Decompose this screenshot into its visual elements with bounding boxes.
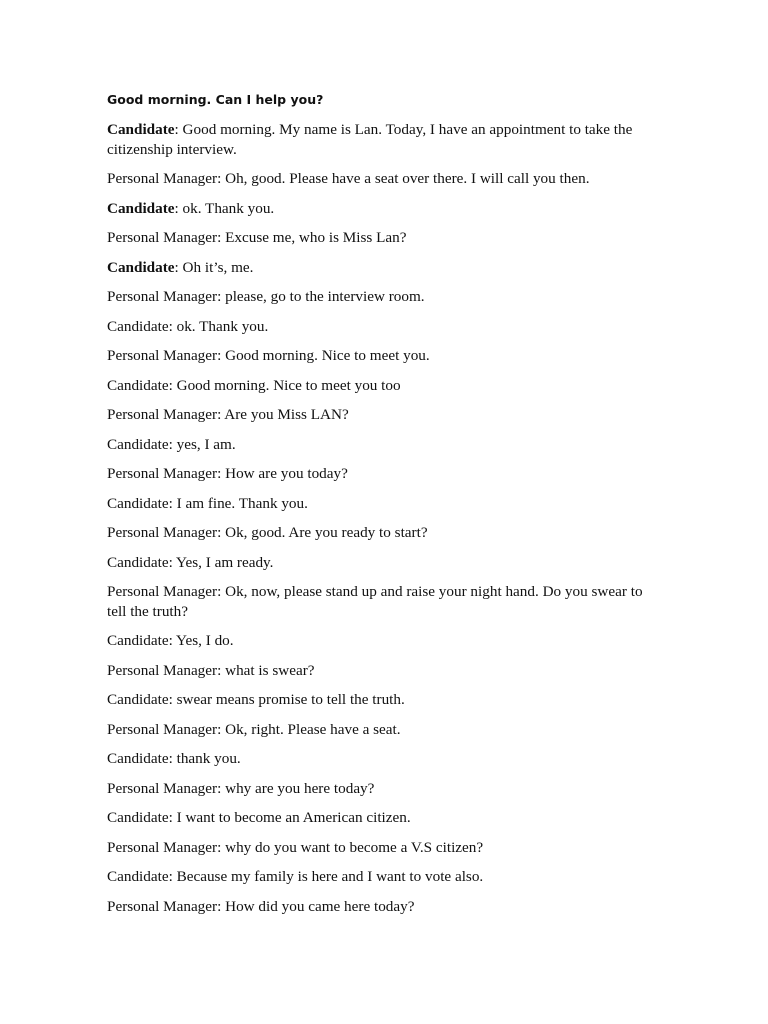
utterance-text: please, go to the interview room. (225, 288, 425, 305)
dialogue-line (107, 346, 652, 366)
speaker-separator: : (217, 838, 226, 856)
utterance-text: Ok, good. Are you ready to start? (225, 524, 428, 541)
utterance-text: Yes, I do. (176, 632, 234, 649)
speaker-separator: : (168, 868, 177, 885)
utterance-text: Ok, now, please stand up and raise your night hand. Do you swear to tell the truth? (107, 583, 643, 620)
utterance-text: yes, I am. (176, 435, 236, 453)
dialogue-line (107, 582, 652, 621)
dialogue-line (107, 435, 652, 455)
utterance-text: How are you today? (225, 465, 348, 482)
speaker-name: Personal Manager (107, 229, 218, 246)
dialogue-line (107, 661, 652, 681)
dialogue-line (107, 749, 652, 769)
dialogue-line (107, 779, 652, 799)
dialogue-line (107, 523, 652, 543)
dialogue-line (107, 228, 652, 248)
utterance-text: Good morning. Nice to meet you too (176, 376, 401, 394)
utterance-text: ok. Thank you. (182, 199, 275, 217)
speaker-name: Candidate (107, 691, 169, 708)
speaker-name: Candidate (107, 317, 169, 335)
dialogue-line (107, 199, 652, 219)
dialogue-line (107, 317, 652, 337)
utterance-text: swear means promise to tell the truth. (176, 691, 405, 708)
utterance-text: why do you want to become a V.S citizen? (225, 838, 484, 856)
speaker-separator: : (168, 376, 177, 394)
utterance-text: How did you came here today? (225, 897, 415, 915)
speaker-name: Candidate (107, 199, 175, 217)
speaker-separator: : (174, 199, 183, 217)
speaker-name: Candidate (107, 809, 169, 826)
dialogue-line (107, 838, 652, 858)
dialogue-line (107, 631, 652, 651)
utterance-text: thank you. (176, 750, 241, 767)
utterance-text: I am fine. Thank you. (176, 494, 308, 512)
dialogue-line (107, 494, 652, 514)
speaker-separator: : (168, 317, 177, 335)
speaker-separator: : (168, 435, 177, 453)
speaker-separator: : (168, 553, 177, 571)
speaker-separator: : (217, 720, 226, 738)
speaker-name: Personal Manager (107, 661, 218, 679)
dialogue-line (107, 287, 652, 307)
speaker-name: Candidate (107, 868, 169, 885)
speaker-separator: : (168, 809, 177, 826)
speaker-name: Personal Manager (107, 347, 218, 364)
dialogue-line (107, 120, 652, 159)
speaker-separator: : (168, 632, 177, 649)
utterance-text: Excuse me, who is Miss Lan? (225, 229, 407, 246)
speaker-name: Personal Manager (107, 720, 218, 738)
speaker-separator: : (217, 661, 226, 679)
speaker-name: Personal Manager (107, 406, 218, 423)
speaker-separator: : (217, 170, 226, 187)
speaker-separator: : (217, 288, 226, 305)
speaker-name: Candidate (107, 258, 175, 276)
dialogue-line (107, 405, 652, 425)
speaker-separator: : (217, 406, 225, 423)
utterance-text: Good morning. My name is Lan. Today, I have an appointment to take the citizenship interview. (107, 121, 633, 158)
utterance-text: what is swear? (225, 661, 315, 679)
speaker-name: Personal Manager (107, 170, 218, 187)
speaker-separator: : (174, 258, 183, 276)
speaker-separator: : (174, 121, 183, 138)
utterance-text: ok. Thank you. (176, 317, 269, 335)
dialogue-line (107, 376, 652, 396)
speaker-name: Personal Manager (107, 779, 218, 797)
utterance-text: I want to become an American citizen. (176, 809, 411, 826)
speaker-name: Candidate (107, 632, 169, 649)
dialogue-line (107, 897, 652, 917)
dialogue-line (107, 258, 652, 278)
dialogue-line (107, 553, 652, 573)
dialogue-line (107, 867, 652, 887)
utterance-text: Are you Miss LAN? (224, 406, 349, 423)
speaker-separator: : (217, 524, 226, 541)
dialogue-line (107, 808, 652, 828)
speaker-name: Personal Manager (107, 583, 218, 600)
speaker-name: Candidate (107, 553, 169, 571)
speaker-name: Personal Manager (107, 838, 218, 856)
speaker-separator: : (168, 750, 177, 767)
document-heading: Good morning. Can I help you? (107, 92, 324, 107)
speaker-name: Candidate (107, 750, 169, 767)
utterance-text: why are you here today? (225, 779, 375, 797)
speaker-name: Candidate (107, 435, 169, 453)
dialogue-line (107, 464, 652, 484)
speaker-separator: : (217, 347, 226, 364)
speaker-separator: : (217, 229, 226, 246)
speaker-separator: : (217, 897, 226, 915)
utterance-text: Because my family is here and I want to vote also. (176, 868, 484, 885)
utterance-text: Good morning. Nice to meet you. (225, 347, 430, 364)
speaker-separator: : (168, 691, 177, 708)
dialogue-list (107, 120, 652, 926)
speaker-separator: : (217, 583, 226, 600)
speaker-name: Candidate (107, 376, 169, 394)
utterance-text: Oh it’s, me. (182, 258, 254, 276)
utterance-text: Oh, good. Please have a seat over there. I will call you then. (225, 170, 590, 187)
speaker-name: Personal Manager (107, 897, 218, 915)
speaker-name: Personal Manager (107, 524, 218, 541)
dialogue-line (107, 169, 652, 189)
dialogue-line (107, 720, 652, 740)
speaker-separator: : (217, 779, 226, 797)
speaker-separator: : (168, 494, 177, 512)
speaker-name: Candidate (107, 121, 175, 138)
dialogue-line (107, 690, 652, 710)
utterance-text: Ok, right. Please have a seat. (225, 720, 401, 738)
speaker-name: Personal Manager (107, 465, 218, 482)
speaker-separator: : (217, 465, 226, 482)
utterance-text: Yes, I am ready. (176, 553, 274, 571)
speaker-name: Candidate (107, 494, 169, 512)
speaker-name: Personal Manager (107, 288, 218, 305)
